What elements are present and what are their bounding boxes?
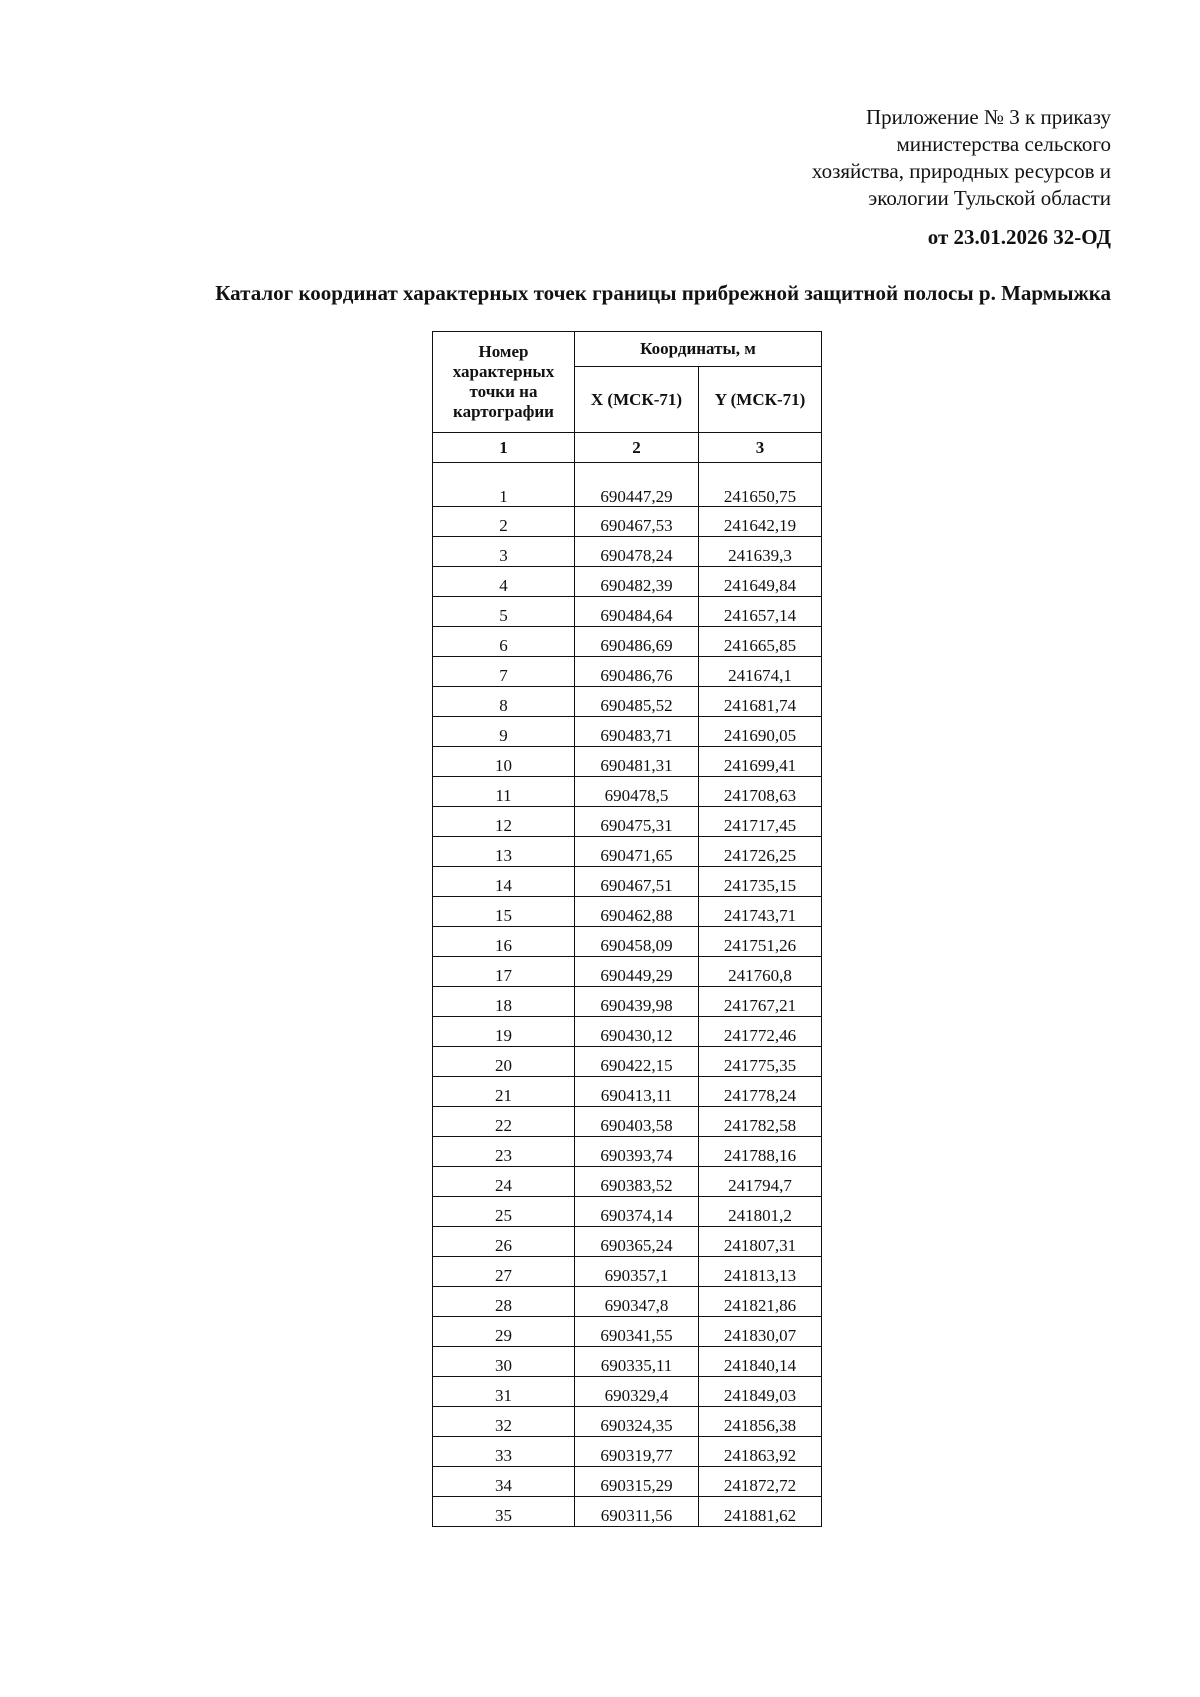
y-coordinate-cell: 241778,24	[699, 1077, 822, 1107]
y-coordinate-cell: 241782,58	[699, 1107, 822, 1137]
x-coordinate-cell: 690335,11	[575, 1347, 699, 1377]
y-coordinate-cell: 241801,2	[699, 1197, 822, 1227]
x-coordinate-cell: 690484,64	[575, 597, 699, 627]
y-coordinate-cell: 241717,45	[699, 807, 822, 837]
table-row	[433, 717, 822, 747]
point-number-cell: 14	[433, 867, 575, 897]
point-number-cell: 21	[433, 1077, 575, 1107]
y-coordinate-cell: 241657,14	[699, 597, 822, 627]
y-coordinate-cell: 241639,3	[699, 537, 822, 567]
y-coordinate-cell: 241690,05	[699, 717, 822, 747]
table-row	[433, 507, 822, 537]
column-number: 3	[699, 433, 822, 463]
y-coordinate-cell: 241681,74	[699, 687, 822, 717]
appendix-line: хозяйства, природных ресурсов и	[811, 159, 1111, 183]
y-coordinate-cell: 241699,41	[699, 747, 822, 777]
x-coordinate-cell: 690481,31	[575, 747, 699, 777]
table-row	[433, 1137, 822, 1167]
y-coordinate-cell: 241760,8	[699, 957, 822, 987]
header-x-axis: X (МСК-71)	[575, 367, 699, 433]
x-coordinate-cell: 690311,56	[575, 1497, 699, 1527]
x-coordinate-cell: 690449,29	[575, 957, 699, 987]
point-number-cell: 11	[433, 777, 575, 807]
y-coordinate-cell: 241751,26	[699, 927, 822, 957]
y-coordinate-cell: 241840,14	[699, 1347, 822, 1377]
table-row	[433, 1227, 822, 1257]
y-coordinate-cell: 241767,21	[699, 987, 822, 1017]
table-row	[433, 1257, 822, 1287]
x-coordinate-cell: 690447,29	[575, 463, 699, 507]
point-number-cell: 27	[433, 1257, 575, 1287]
x-coordinate-cell: 690478,24	[575, 537, 699, 567]
coordinates-table	[432, 331, 822, 1527]
header-y-axis: Y (МСК-71)	[699, 367, 822, 433]
x-coordinate-cell: 690475,31	[575, 807, 699, 837]
point-number-cell: 28	[433, 1287, 575, 1317]
appendix-line: министерства сельского	[896, 132, 1111, 156]
table-row	[433, 1077, 822, 1107]
y-coordinate-cell: 241649,84	[699, 567, 822, 597]
appendix-line: экологии Тульской области	[868, 186, 1111, 210]
x-coordinate-cell: 690357,1	[575, 1257, 699, 1287]
y-coordinate-cell: 241775,35	[699, 1047, 822, 1077]
x-coordinate-cell: 690383,52	[575, 1167, 699, 1197]
point-number-cell: 7	[433, 657, 575, 687]
point-number-cell: 2	[433, 507, 575, 537]
point-number-cell: 30	[433, 1347, 575, 1377]
point-number-cell: 1	[433, 463, 575, 507]
y-coordinate-cell: 241772,46	[699, 1017, 822, 1047]
point-number-cell: 5	[433, 597, 575, 627]
y-coordinate-cell: 241863,92	[699, 1437, 822, 1467]
column-number: 2	[575, 433, 699, 463]
point-number-cell: 15	[433, 897, 575, 927]
appendix-header	[812, 104, 1111, 251]
y-coordinate-cell: 241642,19	[699, 507, 822, 537]
point-number-cell: 10	[433, 747, 575, 777]
y-coordinate-cell: 241813,13	[699, 1257, 822, 1287]
x-coordinate-cell: 690439,98	[575, 987, 699, 1017]
table-row	[433, 1497, 822, 1527]
x-coordinate-cell: 690315,29	[575, 1467, 699, 1497]
table-row	[433, 1377, 822, 1407]
document-title: Каталог координат характерных точек границы прибрежной защитной полосы р. Мармыжка	[215, 281, 1111, 305]
x-coordinate-cell: 690347,8	[575, 1287, 699, 1317]
table-row	[433, 1347, 822, 1377]
y-coordinate-cell: 241735,15	[699, 867, 822, 897]
point-number-cell: 34	[433, 1467, 575, 1497]
table-row	[433, 927, 822, 957]
x-coordinate-cell: 690467,51	[575, 867, 699, 897]
table-row	[433, 657, 822, 687]
point-number-cell: 33	[433, 1437, 575, 1467]
table-row	[433, 597, 822, 627]
y-coordinate-cell: 241788,16	[699, 1137, 822, 1167]
x-coordinate-cell: 690483,71	[575, 717, 699, 747]
point-number-cell: 29	[433, 1317, 575, 1347]
table-row	[433, 777, 822, 807]
point-number-cell: 13	[433, 837, 575, 867]
header-point-number	[433, 332, 575, 433]
table-row	[433, 1317, 822, 1347]
y-coordinate-cell: 241849,03	[699, 1377, 822, 1407]
point-number-cell: 9	[433, 717, 575, 747]
table-row	[433, 1437, 822, 1467]
table-row	[433, 807, 822, 837]
x-coordinate-cell: 690458,09	[575, 927, 699, 957]
point-number-cell: 16	[433, 927, 575, 957]
y-coordinate-cell: 241708,63	[699, 777, 822, 807]
x-coordinate-cell: 690413,11	[575, 1077, 699, 1107]
point-number-cell: 22	[433, 1107, 575, 1137]
x-coordinate-cell: 690486,69	[575, 627, 699, 657]
appendix-line: Приложение № 3 к приказу	[866, 105, 1111, 129]
x-coordinate-cell: 690329,4	[575, 1377, 699, 1407]
table-row	[433, 1167, 822, 1197]
point-number-cell: 32	[433, 1407, 575, 1437]
x-coordinate-cell: 690486,76	[575, 657, 699, 687]
table-row	[433, 987, 822, 1017]
point-number-cell: 19	[433, 1017, 575, 1047]
table-row	[433, 957, 822, 987]
x-coordinate-cell: 690422,15	[575, 1047, 699, 1077]
y-coordinate-cell: 241830,07	[699, 1317, 822, 1347]
header-point-number-label: Номер характерных точки на картографии	[452, 342, 555, 421]
table-row	[433, 1407, 822, 1437]
table-row	[433, 567, 822, 597]
x-coordinate-cell: 690324,35	[575, 1407, 699, 1437]
y-coordinate-cell: 241807,31	[699, 1227, 822, 1257]
point-number-cell: 20	[433, 1047, 575, 1077]
point-number-cell: 25	[433, 1197, 575, 1227]
x-coordinate-cell: 690319,77	[575, 1437, 699, 1467]
point-number-cell: 3	[433, 537, 575, 567]
x-coordinate-cell: 690471,65	[575, 837, 699, 867]
table-row	[433, 1467, 822, 1497]
y-coordinate-cell: 241821,86	[699, 1287, 822, 1317]
point-number-cell: 12	[433, 807, 575, 837]
point-number-cell: 23	[433, 1137, 575, 1167]
table-row	[433, 897, 822, 927]
y-coordinate-cell: 241881,62	[699, 1497, 822, 1527]
order-reference: от 23.01.2026 32-ОД	[927, 225, 1111, 249]
table-row	[433, 1197, 822, 1227]
point-number-cell: 31	[433, 1377, 575, 1407]
x-coordinate-cell: 690482,39	[575, 567, 699, 597]
table-row	[433, 1287, 822, 1317]
table-row	[433, 463, 822, 507]
point-number-cell: 35	[433, 1497, 575, 1527]
y-coordinate-cell: 241665,85	[699, 627, 822, 657]
y-coordinate-cell: 241726,25	[699, 837, 822, 867]
x-coordinate-cell: 690430,12	[575, 1017, 699, 1047]
table-row	[433, 747, 822, 777]
table-row	[433, 1107, 822, 1137]
table-row	[433, 687, 822, 717]
point-number-cell: 4	[433, 567, 575, 597]
y-coordinate-cell: 241674,1	[699, 657, 822, 687]
x-coordinate-cell: 690467,53	[575, 507, 699, 537]
table-row	[433, 867, 822, 897]
table-row	[433, 1047, 822, 1077]
point-number-cell: 17	[433, 957, 575, 987]
y-coordinate-cell: 241794,7	[699, 1167, 822, 1197]
table-row	[433, 1017, 822, 1047]
x-coordinate-cell: 690365,24	[575, 1227, 699, 1257]
point-number-cell: 6	[433, 627, 575, 657]
x-coordinate-cell: 690462,88	[575, 897, 699, 927]
x-coordinate-cell: 690374,14	[575, 1197, 699, 1227]
x-coordinate-cell: 690393,74	[575, 1137, 699, 1167]
y-coordinate-cell: 241856,38	[699, 1407, 822, 1437]
y-coordinate-cell: 241743,71	[699, 897, 822, 927]
x-coordinate-cell: 690478,5	[575, 777, 699, 807]
table-row	[433, 837, 822, 867]
table-body	[433, 463, 822, 1527]
point-number-cell: 18	[433, 987, 575, 1017]
point-number-cell: 24	[433, 1167, 575, 1197]
x-coordinate-cell: 690485,52	[575, 687, 699, 717]
table-row	[433, 627, 822, 657]
point-number-cell: 26	[433, 1227, 575, 1257]
y-coordinate-cell: 241872,72	[699, 1467, 822, 1497]
x-coordinate-cell: 690341,55	[575, 1317, 699, 1347]
header-coordinates: Координаты, м	[575, 332, 822, 367]
column-number: 1	[433, 433, 575, 463]
table-row	[433, 537, 822, 567]
y-coordinate-cell: 241650,75	[699, 463, 822, 507]
x-coordinate-cell: 690403,58	[575, 1107, 699, 1137]
point-number-cell: 8	[433, 687, 575, 717]
